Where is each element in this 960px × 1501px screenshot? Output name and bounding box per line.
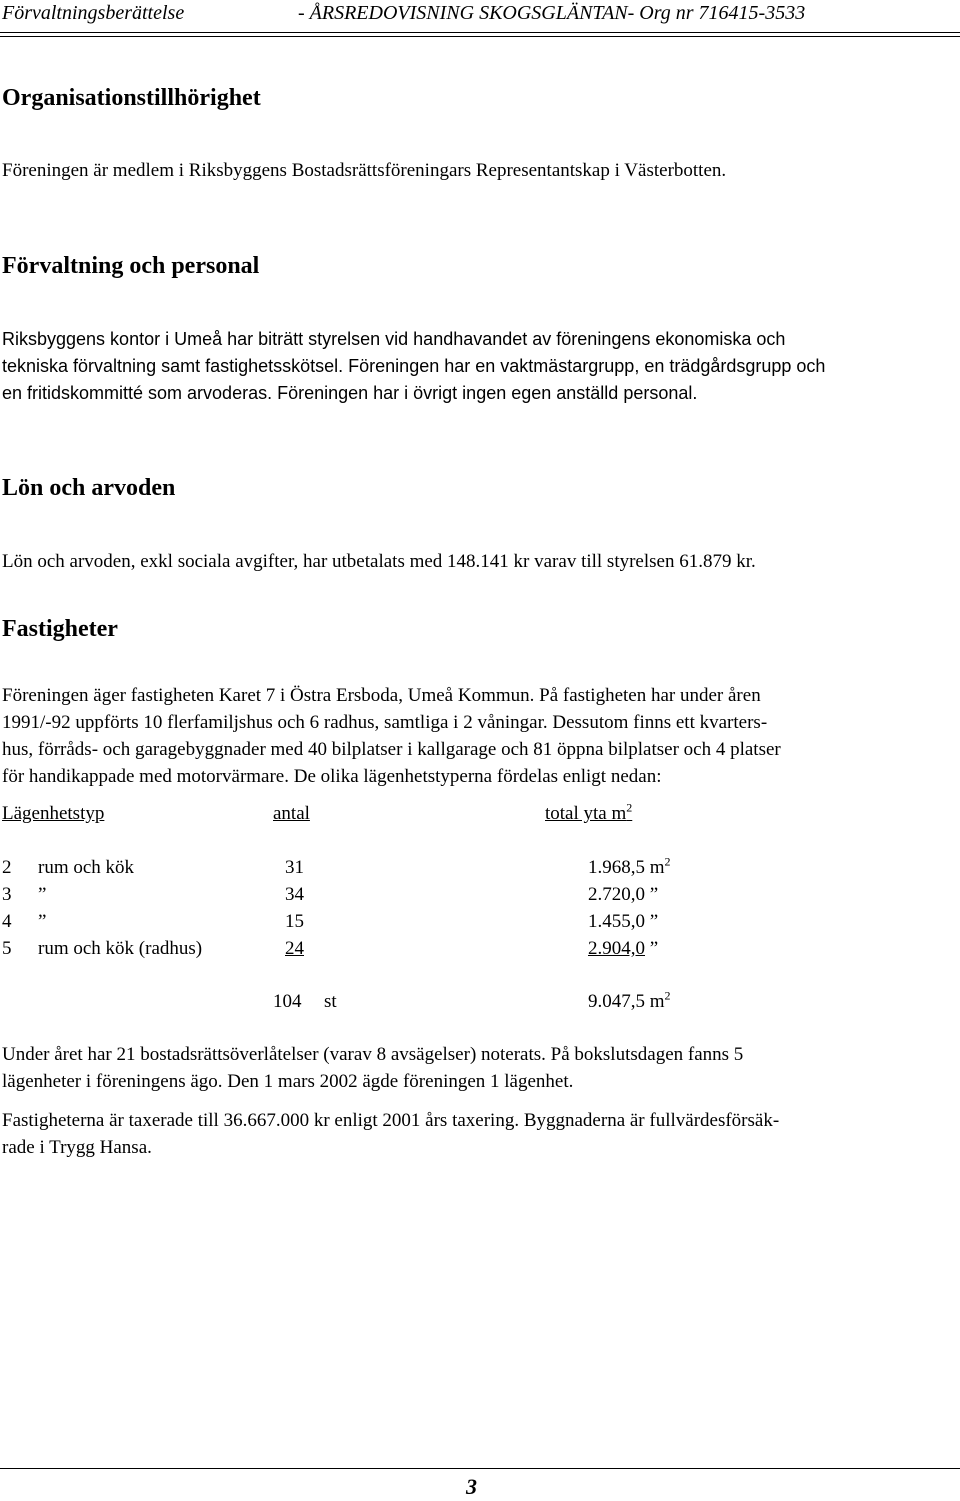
- text-closing-2-line2: rade i Trygg Hansa.: [2, 1137, 152, 1158]
- text-lon: Lön och arvoden, exkl sociala avgifter, har utbetalats med 148.141 kr varav till styrelsen 61.879 kr.: [2, 551, 756, 572]
- table-row-3-area: 1.455,0 ”: [588, 911, 659, 932]
- header-document-title: - ÅRSREDOVISNING SKOGSGLÄNTAN- Org nr 716415-3533: [298, 2, 806, 24]
- text-organisation: Föreningen är medlem i Riksbyggens Bostadsrättsföreningars Representantskap i Västerbotten.: [2, 160, 727, 181]
- table-row-4-num: 5: [2, 938, 12, 959]
- table-row-3-num: 4: [2, 911, 12, 932]
- text-fastigheter-line2: 1991/-92 uppförts 10 flerfamiljshus och 6 radhus, samtliga i 2 våningar. Dessutom finns ett kvarters-: [2, 712, 768, 733]
- table-total-area: 9.047,5 $m^2$: [588, 988, 671, 1012]
- text-forvaltning-line1: Riksbyggens kontor i Umeå har biträtt styrelsen vid handhavandet av föreningens ekonomiska och: [2, 329, 786, 349]
- table-header-area: total yta $m^2$: [545, 800, 633, 824]
- text-closing-1-line2: lägenheter i föreningens ägo. Den 1 mars 2002 ägde föreningen 1 lägenhet.: [2, 1071, 574, 1092]
- table-row-3-count: 15: [285, 911, 304, 932]
- table-row-2-num: 3: [2, 884, 12, 905]
- text-forvaltning-line2: tekniska förvaltning samt fastighetsskötsel. Föreningen har en vaktmästargrupp, en trädgårdsgrupp och: [2, 356, 826, 376]
- header-rule-1: [0, 32, 960, 33]
- heading-organisation: Organisationstillhörighet: [2, 85, 261, 111]
- table-row-1-label: rum och kök: [38, 857, 135, 878]
- header-rule-2: [0, 36, 960, 37]
- footer-rule: [0, 1468, 960, 1469]
- header-section-title: Förvaltningsberättelse: [2, 2, 185, 24]
- table-total-count: 104: [273, 991, 302, 1012]
- table-row-4-count: 24: [285, 938, 304, 959]
- table-row-1-count: 31: [285, 857, 304, 878]
- table-row-2-area: 2.720,0 ”: [588, 884, 659, 905]
- heading-forvaltning: Förvaltning och personal: [2, 253, 260, 279]
- page-number: 3: [466, 1474, 477, 1499]
- table-row-3-label: ”: [38, 911, 47, 932]
- table-row-1-area: 1.968,5 $m^2$: [588, 854, 671, 878]
- table-row-4-area: 2.904,0 ”: [588, 938, 659, 959]
- table-header-count: antal: [273, 803, 310, 824]
- table-row-4-label: rum och kök (radhus): [38, 938, 203, 959]
- heading-lon: Lön och arvoden: [2, 475, 176, 501]
- table-row-2-count: 34: [285, 884, 304, 905]
- table-total-unit: st: [324, 991, 337, 1012]
- heading-fastigheter: Fastigheter: [2, 616, 118, 642]
- text-fastigheter-line3: hus, förråds- och garagebyggnader med 40 bilplatser i kallgarage och 81 öppna bilplatser och 4 platser: [2, 739, 781, 760]
- page-header: [0, 0, 960, 36]
- table-row-2-label: ”: [38, 884, 47, 905]
- text-closing-1-line1: Under året har 21 bostadsrättsöverlåtelser (varav 8 avsägelser) noterats. På bokslutsdagen fanns 5: [2, 1044, 744, 1065]
- text-forvaltning-line3: en fritidskommitté som arvoderas. Föreningen har i övrigt ingen egen anställd personal.: [2, 383, 698, 403]
- table-row-1-num: 2: [2, 857, 12, 878]
- text-fastigheter-line4: för handikappade med motorvärmare. De olika lägenhetstyperna fördelas enligt nedan:: [2, 766, 662, 787]
- table-header-type: Lägenhetstyp: [2, 803, 105, 824]
- text-closing-2-line1: Fastigheterna är taxerade till 36.667.000 kr enligt 2001 års taxering. Byggnaderna är fullvärdesförsäk-: [2, 1110, 780, 1131]
- text-fastigheter-line1: Föreningen äger fastigheten Karet 7 i Östra Ersboda, Umeå Kommun. På fastigheten har under åren: [2, 685, 761, 706]
